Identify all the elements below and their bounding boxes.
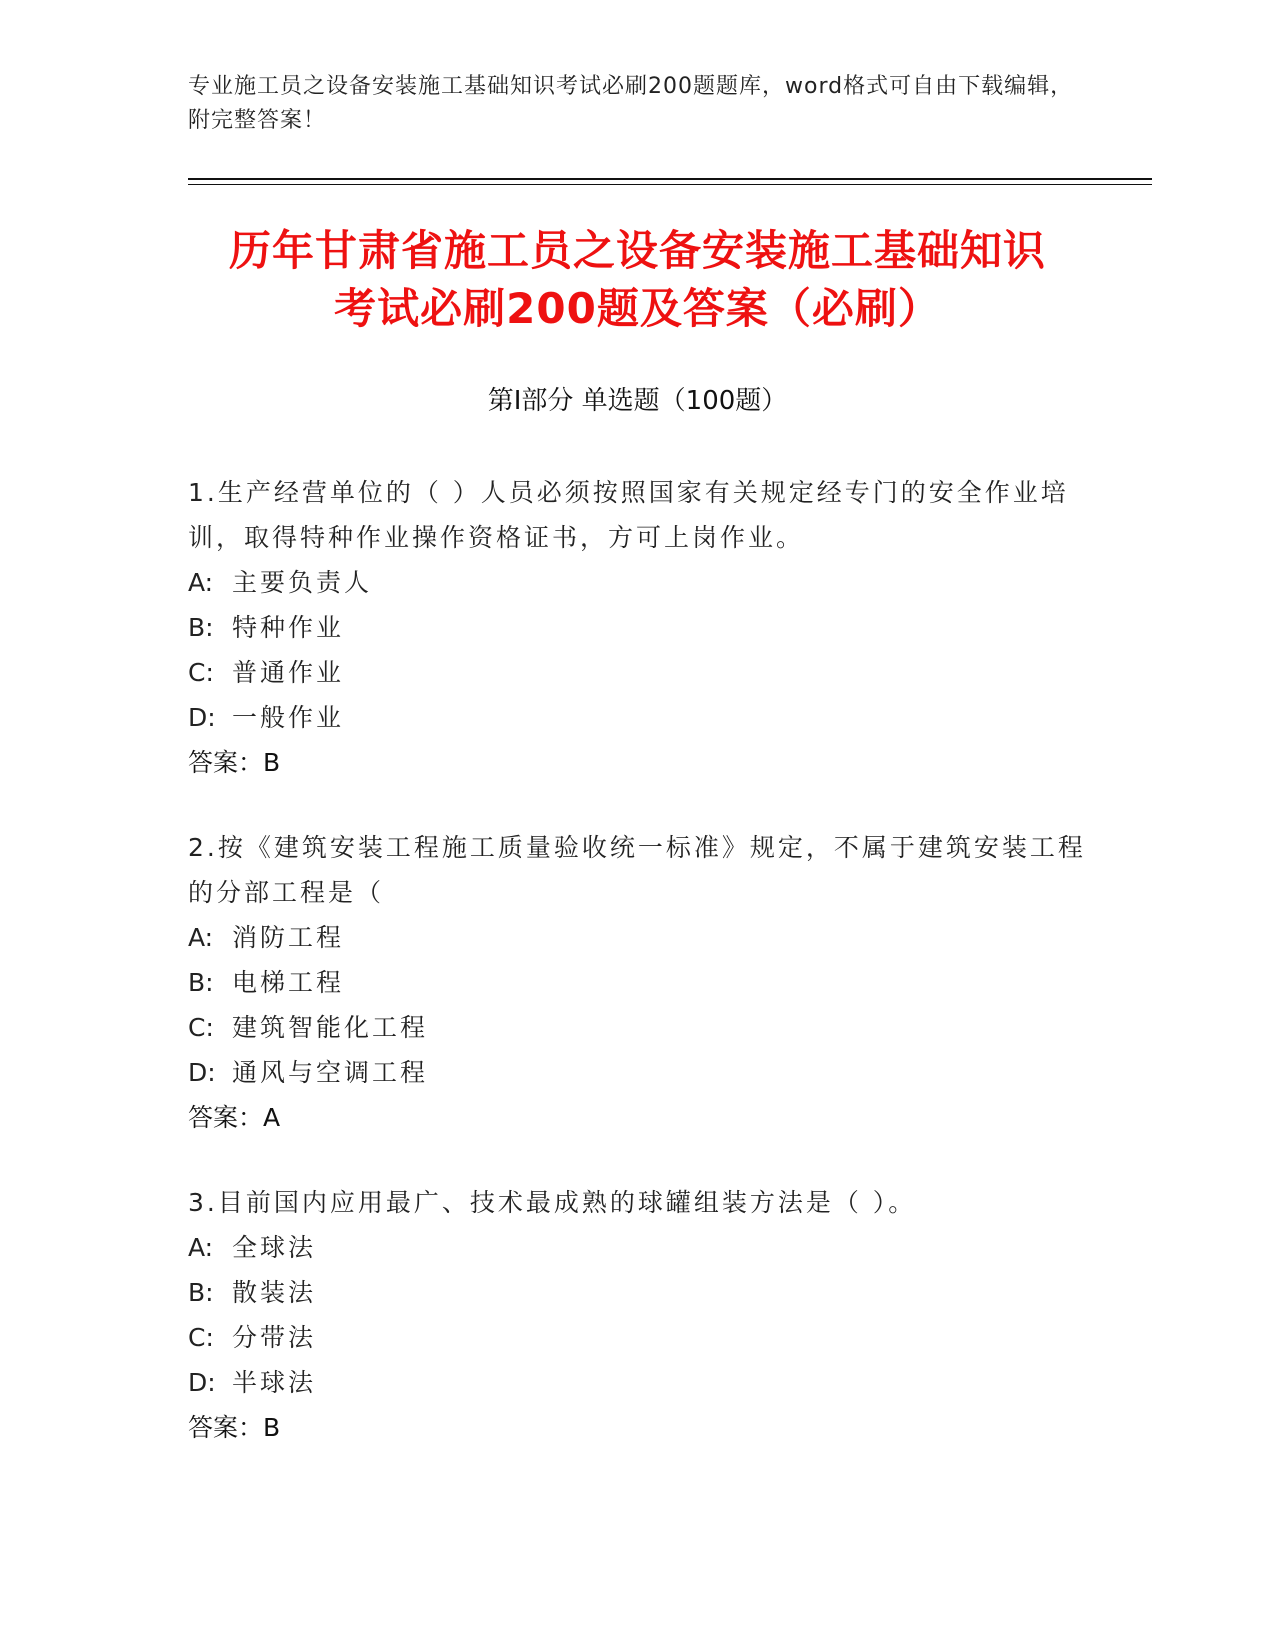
section-title: 第Ⅰ部分 单选题（100题） [487,386,788,416]
option-letter: A: [188,568,214,597]
option-a [188,560,1088,605]
option-text: 特种作业 [232,613,345,642]
option-c [188,1315,1088,1360]
option-letter: C: [188,1323,214,1352]
option-letter: A: [188,1233,214,1262]
question-text: 1.生产经营单位的（ ）人员必须按照国家有关规定经专门的安全作业培训，取得特种作业操作资格证书，方可上岗作业。 [188,478,1069,552]
option-text: 建筑智能化工程 [232,1013,429,1042]
question-1 [188,470,1088,785]
option-letter: C: [188,658,214,687]
option-text: 散装法 [232,1278,317,1307]
question-3 [188,1180,1088,1450]
option-text: 半球法 [232,1368,317,1397]
option-c [188,650,1088,695]
option-text: 普通作业 [232,658,345,687]
option-letter: C: [188,1013,214,1042]
document-title [150,222,1125,338]
option-d [188,1360,1088,1405]
option-d [188,1050,1088,1095]
document-title-line-2: 考试必刷200题及答案（必刷） [334,284,941,333]
option-b [188,960,1088,1005]
option-letter: B: [188,1278,214,1307]
option-text: 通风与空调工程 [232,1058,429,1087]
answer-line: 答案：A [188,1103,281,1132]
question-text: 3.目前国内应用最广、技术最成熟的球罐组装方法是（ ）。 [188,1188,917,1217]
option-letter: A: [188,923,214,952]
header-rule-thin [188,184,1152,185]
option-b [188,605,1088,650]
option-letter: D: [188,1058,216,1087]
option-letter: B: [188,613,214,642]
option-letter: D: [188,703,216,732]
option-b [188,1270,1088,1315]
option-d [188,695,1088,740]
option-c [188,1005,1088,1050]
option-text: 主要负责人 [232,568,373,597]
question-text: 2.按《建筑安装工程施工质量验收统一标准》规定，不属于建筑安装工程的分部工程是（ [188,833,1086,907]
document-title-line-1: 历年甘肃省施工员之设备安装施工基础知识 [228,226,1046,275]
option-letter: D: [188,1368,216,1397]
option-letter: B: [188,968,214,997]
option-a [188,915,1088,960]
option-text: 分带法 [232,1323,317,1352]
option-a [188,1225,1088,1270]
question-2 [188,825,1088,1140]
option-text: 电梯工程 [232,968,345,997]
option-text: 一般作业 [232,703,345,732]
answer-line: 答案：B [188,748,281,777]
option-text: 消防工程 [232,923,345,952]
answer-line: 答案：B [188,1413,281,1442]
header-rule-thick [188,178,1152,180]
question-list [188,470,1088,1490]
option-text: 全球法 [232,1233,317,1262]
header-note: 专业施工员之设备安装施工基础知识考试必刷200题题库，word格式可自由下载编辑，附完整答案！ [188,74,1074,133]
